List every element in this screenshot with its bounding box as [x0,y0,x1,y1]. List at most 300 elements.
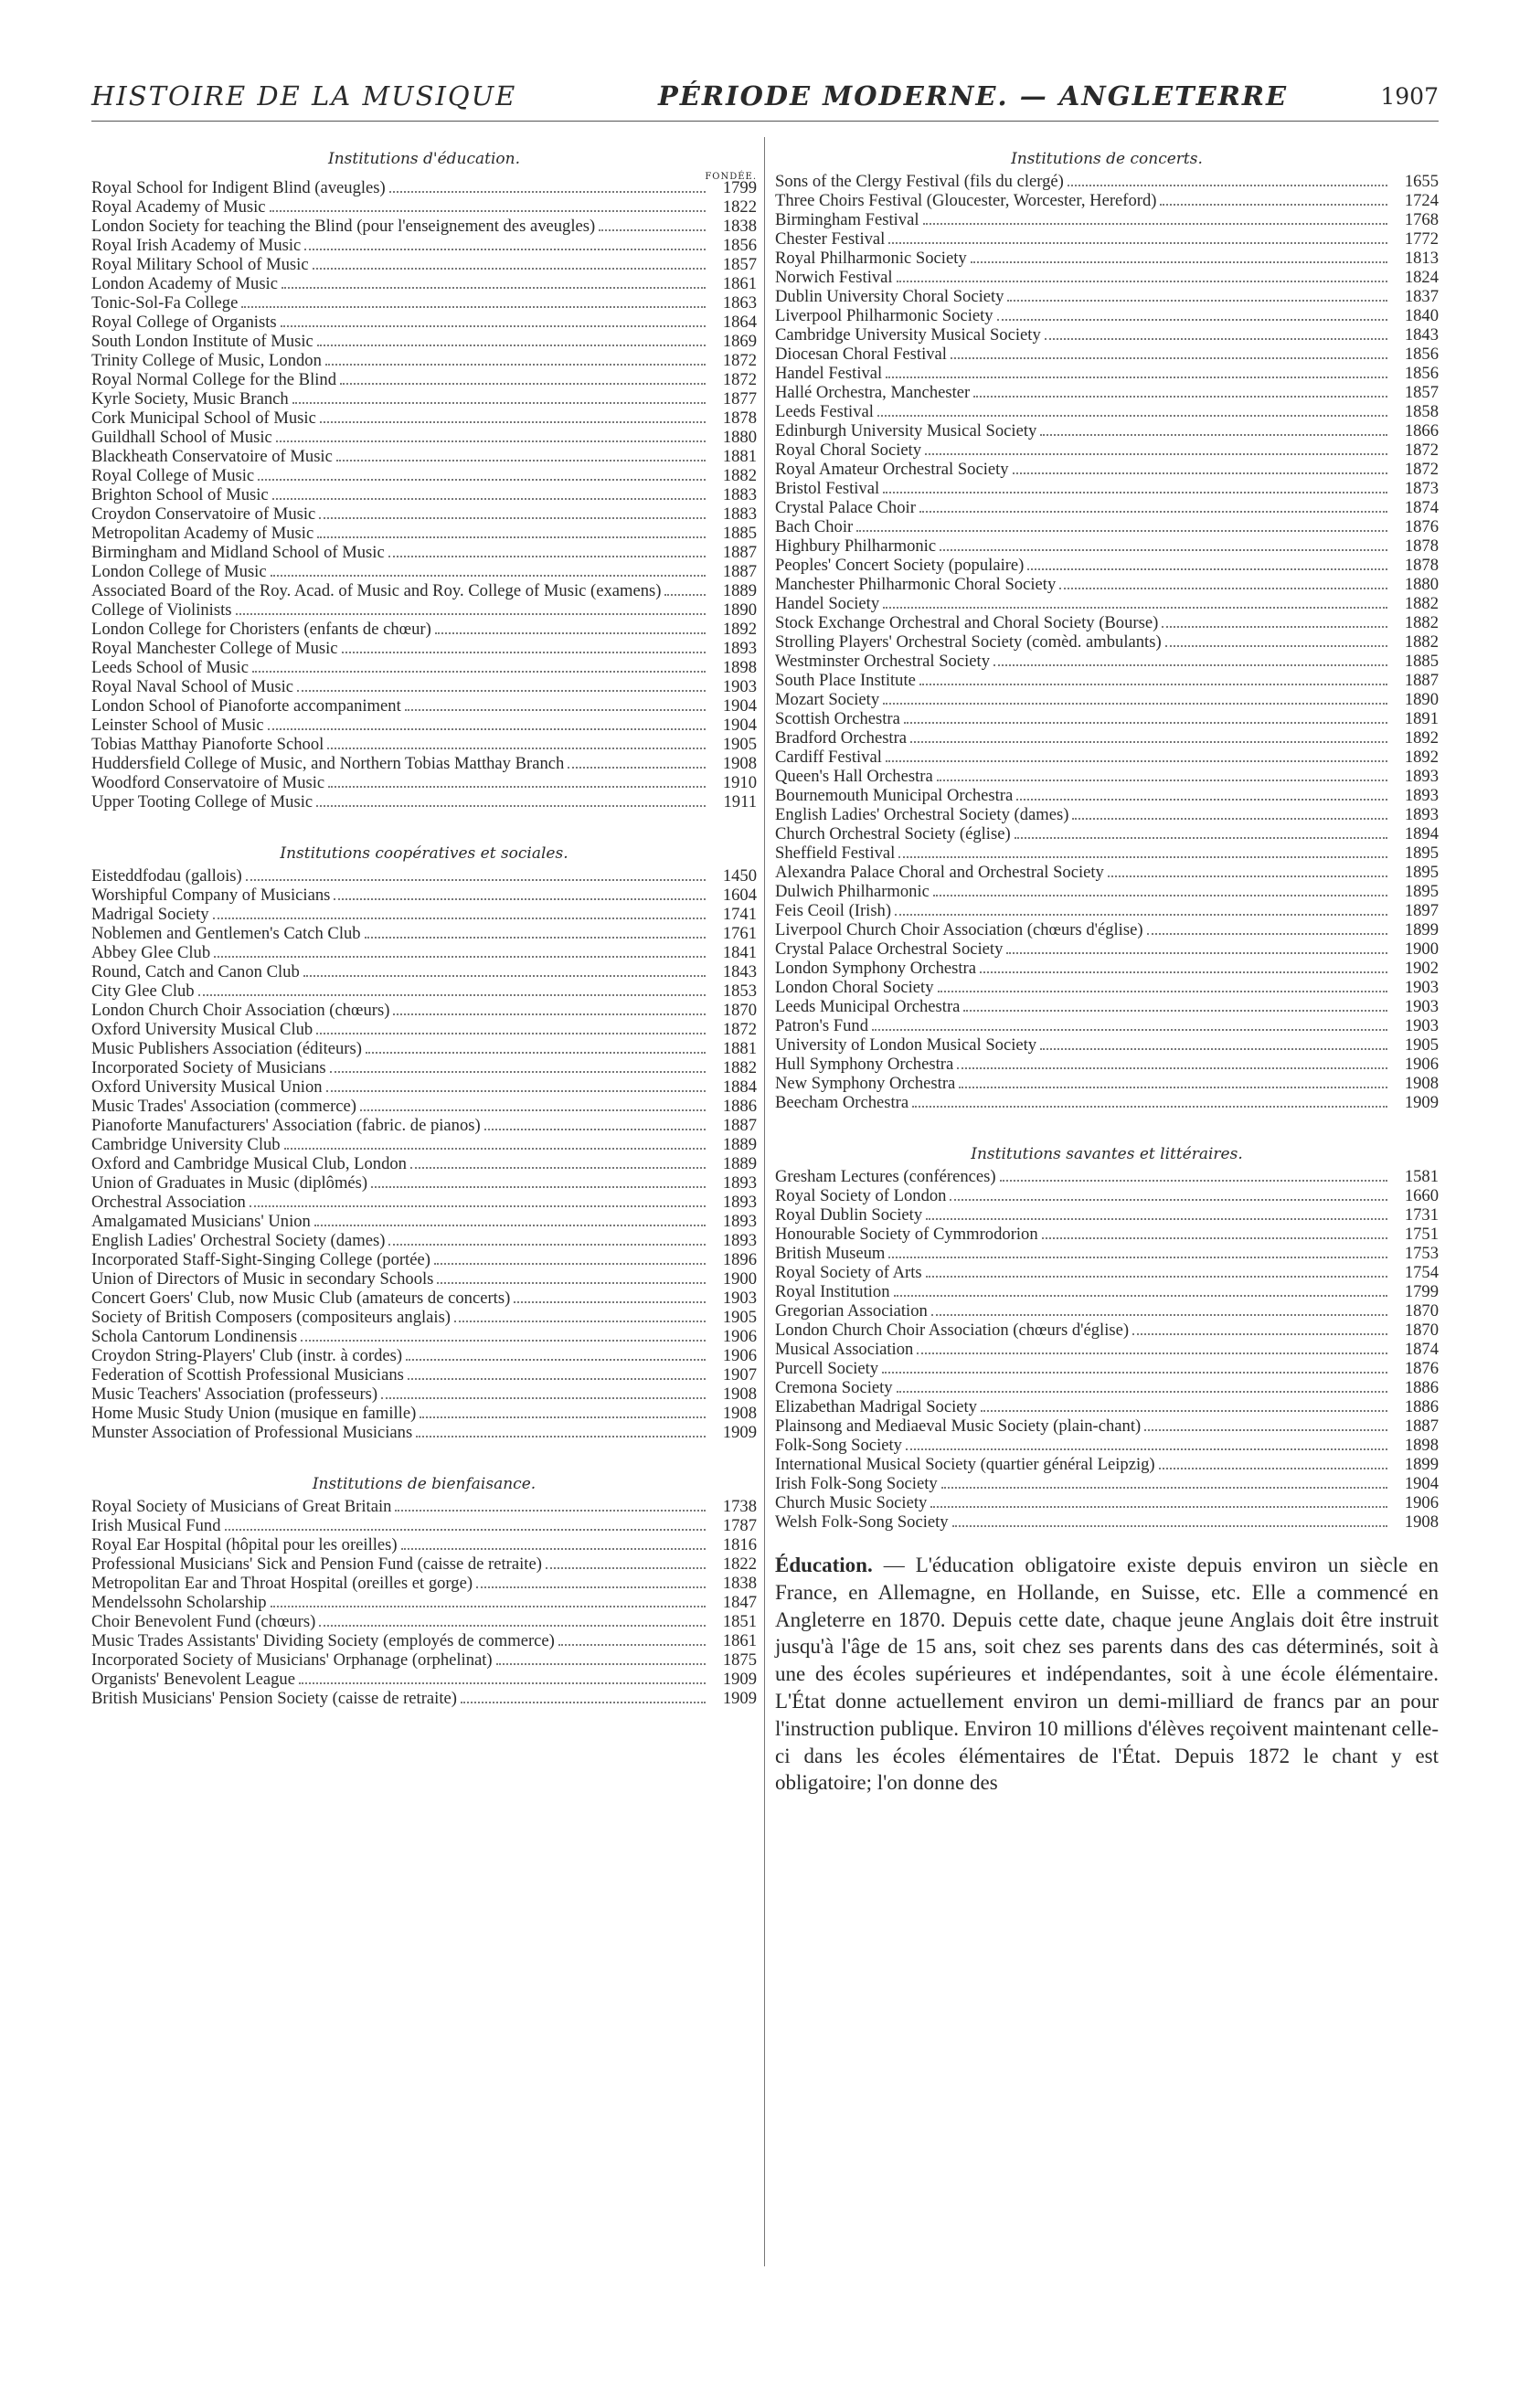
institution-entry [775,402,1439,421]
institution-name: Welsh Folk-Song Society [775,1512,949,1532]
leader-dots [313,268,706,270]
institution-name: Cambridge University Club [91,1135,281,1154]
institution-entry [775,939,1439,959]
entry-text [775,1282,1391,1301]
founded-year: 1450 [722,866,757,886]
institution-name: Beecham Orchestra [775,1093,909,1112]
entry-text [775,364,1391,383]
institution-entry [775,1321,1439,1340]
entry-text [91,408,709,428]
institution-name: Bradford Orchestra [775,728,908,748]
founded-year: 1894 [1404,824,1439,843]
institution-entry [91,1173,757,1193]
entry-text [775,671,1391,690]
entry-text [91,924,709,943]
leader-dots [1015,837,1387,839]
leader-dots [270,210,706,212]
founded-year: 1813 [1404,249,1439,268]
leader-dots [317,345,706,346]
section-gap [775,1112,1439,1140]
leader-dots [437,1282,706,1284]
institution-entry [775,1512,1439,1532]
leader-dots [198,994,706,996]
institution-name: Leinster School of Music [91,716,264,735]
entry-text [91,1193,709,1212]
leader-dots [1068,185,1387,186]
entry-text [775,1167,1391,1186]
founded-year: 1887 [722,1116,757,1135]
founded-year: 1906 [1404,1055,1439,1074]
founded-year: 1799 [722,178,757,197]
institution-entry [775,1474,1439,1493]
leader-dots [895,914,1387,916]
founded-year: 1887 [722,543,757,562]
entry-text [775,556,1391,575]
leader-dots [1165,645,1387,647]
leader-dots [317,536,706,538]
institution-name: English Ladies' Orchestral Society (dames) [775,805,1069,824]
institution-name: Dublin University Choral Society [775,287,1004,306]
leader-dots [959,1087,1387,1088]
institution-name: Home Music Study Union (musique en famille) [91,1404,417,1423]
institution-name: Gresham Lectures (conférences) [775,1167,996,1186]
institution-name: Royal Naval School of Music [91,677,294,696]
institution-entry [91,716,757,735]
founded-year: 1887 [1404,1416,1439,1436]
leader-dots [1016,799,1387,801]
institution-name: Crystal Palace Orchestral Society [775,939,1004,959]
institution-entry [775,268,1439,287]
institution-name: Birmingham Festival [775,210,919,229]
leader-dots [1040,434,1387,436]
founded-year: 1900 [1404,939,1439,959]
institution-entry [775,1205,1439,1225]
entry-text [775,1301,1391,1321]
leader-dots [320,421,706,423]
entry-text [91,658,709,677]
founded-year: 1724 [1404,191,1439,210]
leader-dots [897,281,1387,282]
institution-entry [91,600,757,620]
founded-year: 1822 [722,197,757,217]
founded-year: 1874 [1404,1340,1439,1359]
institution-name: Feis Ceoil (Irish) [775,901,892,920]
founded-year: 1738 [722,1497,757,1516]
institution-name: Stock Exchange Orchestral and Choral Society (Bourse) [775,613,1159,632]
institution-entry [775,594,1439,613]
founded-year: 1905 [722,735,757,754]
founded-year: 1838 [722,217,757,236]
institution-name: Blackheath Conservatoire of Music [91,447,333,466]
entry-text [91,1289,709,1308]
institution-name: Pianoforte Manufacturers' Association (fabric. de pianos) [91,1116,481,1135]
leader-dots [1007,300,1387,302]
institution-entry [91,1554,757,1574]
institution-entry [91,1631,757,1650]
institution-entry [91,905,757,924]
section-heading: Institutions de bienfaisance. [312,1475,537,1493]
entry-text [91,1554,709,1574]
founded-year: 1880 [1404,575,1439,594]
leader-dots [980,971,1387,973]
entry-text [91,754,709,773]
leader-dots [568,767,706,769]
institution-entry [775,1225,1439,1244]
leader-dots [664,594,706,596]
founded-year: 1893 [722,639,757,658]
institution-entry [91,962,757,981]
founded-year: 1872 [1404,440,1439,460]
institution-entry [91,332,757,351]
leader-dots [496,1663,706,1665]
founded-year: 1822 [722,1554,757,1574]
institution-name: Incorporated Society of Musicians [91,1058,326,1077]
leader-dots [284,1148,706,1150]
institution-name: London Symphony Orchestra [775,959,976,978]
founded-year: 1904 [722,716,757,735]
institution-entry [91,1670,757,1689]
entry-text [91,447,709,466]
institution-entry [91,485,757,504]
institution-name: London Church Choir Association (chœurs) [91,1001,390,1020]
institution-entry [775,1016,1439,1035]
institution-entry [775,306,1439,325]
entry-text [91,1039,709,1058]
institution-name: Tonic-Sol-Fa College [91,293,239,313]
founded-year: 1853 [722,981,757,1001]
institution-entry [91,639,757,658]
leader-dots [340,383,706,385]
leader-dots [933,895,1387,896]
founded-year: 1772 [1404,229,1439,249]
entry-text [775,901,1391,920]
institution-entry [91,274,757,293]
leader-dots [461,1702,706,1703]
founded-year: 1857 [1404,383,1439,402]
institution-name: Leeds School of Music [91,658,249,677]
institution-entry [775,1359,1439,1378]
institution-name: Church Orchestral Society (église) [775,824,1011,843]
entry-text [775,1474,1391,1493]
institution-name: Brighton School of Music [91,485,269,504]
entry-text [91,524,709,543]
institution-entry [91,754,757,773]
entry-text [91,1365,709,1384]
entry-text [91,1516,709,1535]
founded-year: 1874 [1404,498,1439,517]
institution-entry [91,1689,757,1708]
institution-entry [775,421,1439,440]
leader-dots [546,1567,706,1569]
founded-year: 1837 [1404,287,1439,306]
leader-dots [1045,338,1387,340]
entry-text [91,1404,709,1423]
leader-dots [241,306,706,308]
institution-name: International Musical Society (quartier général Leipzig) [775,1455,1155,1474]
column-divider [764,137,765,2266]
entry-text [91,792,709,812]
institution-name: South London Institute of Music [91,332,313,351]
institution-name: Amalgamated Musicians' Union [91,1212,311,1231]
leader-dots [926,1276,1387,1278]
entry-text [775,1035,1391,1055]
institution-entry [775,210,1439,229]
institution-entry [91,1097,757,1116]
leader-dots [883,703,1387,705]
leader-dots [925,453,1387,455]
institution-entry [775,536,1439,556]
institution-name: Incorporated Staff-Sight-Singing College (portée) [91,1250,430,1269]
founded-year: 1905 [1404,1035,1439,1055]
entry-text [91,1231,709,1250]
institution-entry [775,997,1439,1016]
institution-name: Royal College of Organists [91,313,277,332]
entry-text [91,485,709,504]
institution-name: Cambridge University Musical Society [775,325,1041,345]
founded-year: 1870 [722,1001,757,1020]
institution-name: Abbey Glee Club [91,943,211,962]
founded-year: 1909 [722,1670,757,1689]
institution-entry [91,1077,757,1097]
institution-name: English Ladies' Orchestral Society (dames) [91,1231,386,1250]
institution-entry [775,556,1439,575]
leader-dots [366,1052,706,1054]
entry-text [91,293,709,313]
leader-dots [476,1586,706,1588]
leader-dots [897,1391,1387,1393]
founded-year: 1890 [722,600,757,620]
institution-entry [91,1346,757,1365]
founded-year: 1886 [722,1097,757,1116]
founded-year: 1843 [722,962,757,981]
founded-year: 1887 [722,562,757,581]
leader-dots [963,1010,1387,1012]
institution-entry [91,1593,757,1612]
institution-entry [775,1282,1439,1301]
leader-dots [923,223,1387,225]
right-column [775,144,1439,1797]
founded-year: 1883 [722,485,757,504]
institution-entry [775,1455,1439,1474]
entry-text [775,1205,1391,1225]
leader-dots [303,975,706,977]
leader-dots [1027,568,1387,570]
institution-name: London College of Music [91,562,267,581]
institution-entry [775,920,1439,939]
entry-text [91,1670,709,1689]
institution-entry [91,524,757,543]
institution-entry [91,943,757,962]
leader-dots [931,1314,1387,1316]
leader-dots [314,1225,706,1226]
institution-entry [775,345,1439,364]
institution-entry [91,1423,757,1442]
institution-name: Bach Choir [775,517,854,536]
leader-dots [371,1186,706,1188]
leader-dots [926,1218,1387,1220]
entry-text [91,1497,709,1516]
entry-text [91,332,709,351]
leader-dots [388,556,706,557]
institution-entry [775,978,1439,997]
leader-dots [282,287,706,289]
institution-entry [775,805,1439,824]
leader-dots [454,1321,706,1322]
institution-name: Royal Society of Musicians of Great Britain [91,1497,392,1516]
entry-text [775,767,1391,786]
institution-name: Edinburgh University Musical Society [775,421,1037,440]
institution-entry [91,236,757,255]
entry-text [91,1327,709,1346]
leader-dots [281,325,706,327]
leader-dots [389,191,706,193]
leader-dots [334,898,706,900]
founded-year: 1908 [1404,1512,1439,1532]
entry-text [775,1493,1391,1512]
institution-name: Leeds Festival [775,402,874,421]
entry-text [775,383,1391,402]
entry-text [775,882,1391,901]
entry-text [91,543,709,562]
entry-text [91,1250,709,1269]
institution-entry [91,313,757,332]
institution-name: Sheffield Festival [775,843,896,863]
leader-dots [599,229,706,231]
institution-entry [775,786,1439,805]
founded-year: 1869 [722,332,757,351]
entry-text [91,1173,709,1193]
institution-name: Purcell Society [775,1359,879,1378]
founded-year: 1876 [1404,1359,1439,1378]
founded-year: 1856 [1404,345,1439,364]
entry-text [775,920,1391,939]
entry-text [775,440,1391,460]
founded-year: 1751 [1404,1225,1439,1244]
leader-dots [938,991,1387,992]
institution-name: Royal Dublin Society [775,1205,923,1225]
entry-text [91,886,709,905]
founded-year: 1899 [1404,1455,1439,1474]
founded-year: 1870 [1404,1301,1439,1321]
leader-dots [365,937,706,939]
institution-name: Noblemen and Gentlemen's Catch Club [91,924,361,943]
entry-text [775,1359,1391,1378]
founded-year: 1840 [1404,306,1439,325]
leader-dots [912,1106,1387,1108]
entry-text [775,536,1391,556]
section-gap [91,812,757,839]
institution-name: Musical Association [775,1340,914,1359]
leader-dots [971,261,1387,263]
institution-name: Royal Society of Arts [775,1263,922,1282]
entry-text [91,716,709,735]
entry-text [775,1416,1391,1436]
founded-year: 1885 [722,524,757,543]
founded-year: 1910 [722,773,757,792]
entry-text [775,1074,1391,1093]
institution-name: Professional Musicians' Sick and Pension Fund (caisse de retraite) [91,1554,542,1574]
institution-entry [775,575,1439,594]
institution-entry [775,460,1439,479]
entry-text [91,1020,709,1039]
founded-year: 1908 [722,1384,757,1404]
leader-dots [326,1090,706,1092]
leader-dots [276,440,706,442]
institution-name: Royal Irish Academy of Music [91,236,302,255]
institution-name: Oxford University Musical Club [91,1020,313,1039]
entry-text [775,1436,1391,1455]
institution-name: Royal Choral Society [775,440,922,460]
institution-entry [775,229,1439,249]
institution-name: Royal Society of London [775,1186,947,1205]
institution-name: Metropolitan Academy of Music [91,524,314,543]
institution-name: Music Teachers' Association (professeurs) [91,1384,378,1404]
founded-year: 1761 [722,924,757,943]
entry-text [91,620,709,639]
entry-text [775,690,1391,709]
founded-year: 1893 [722,1231,757,1250]
institution-name: Guildhall School of Music [91,428,272,447]
institution-name: Cardiff Festival [775,748,882,767]
institution-name: Music Publishers Association (éditeurs) [91,1039,362,1058]
institution-name: Mendelssohn Scholarship [91,1593,267,1612]
entry-text [91,696,709,716]
entry-text [775,863,1391,882]
founded-year: 1909 [722,1423,757,1442]
institution-entry [775,1493,1439,1512]
entry-text [91,178,709,197]
section-heading: Institutions coopératives et sociales. [280,844,568,863]
institution-name: Mozart Society [775,690,880,709]
founded-year: 1838 [722,1574,757,1593]
entry-text [91,428,709,447]
founded-year: 1872 [722,351,757,370]
founded-year: 1660 [1404,1186,1439,1205]
founded-year: 1908 [722,754,757,773]
institution-name: Cremona Society [775,1378,893,1397]
institution-name: Union of Directors of Music in secondary Schools [91,1269,434,1289]
leader-dots [919,684,1387,685]
founded-year: 1898 [1404,1436,1439,1455]
entry-text [775,1093,1391,1112]
institution-entry [775,652,1439,671]
institution-entry [91,1039,757,1058]
institution-name: College of Violinists [91,600,232,620]
founded-year: 1895 [1404,843,1439,863]
institution-entry [91,466,757,485]
entry-text [91,562,709,581]
founded-year: 1872 [722,1020,757,1039]
leader-dots [434,1263,706,1265]
leader-dots [894,1295,1387,1297]
entry-text [775,843,1391,863]
founded-year: 1893 [722,1212,757,1231]
institution-name: Royal Institution [775,1282,890,1301]
leader-dots [919,511,1387,513]
institution-name: Royal Ear Hospital (hôpital pour les oreilles) [91,1535,398,1554]
leader-dots [904,722,1387,724]
founded-year: 1906 [722,1346,757,1365]
founded-year: 1909 [1404,1093,1439,1112]
institution-name: Royal Military School of Music [91,255,309,274]
institution-entry [91,773,757,792]
entry-text [775,786,1391,805]
entry-text [91,1077,709,1097]
institution-name: Alexandra Palace Choral and Orchestral Society [775,863,1104,882]
institution-name: Westminster Orchestral Society [775,652,990,671]
founded-year: 1878 [722,408,757,428]
institution-name: Organists' Benevolent League [91,1670,295,1689]
